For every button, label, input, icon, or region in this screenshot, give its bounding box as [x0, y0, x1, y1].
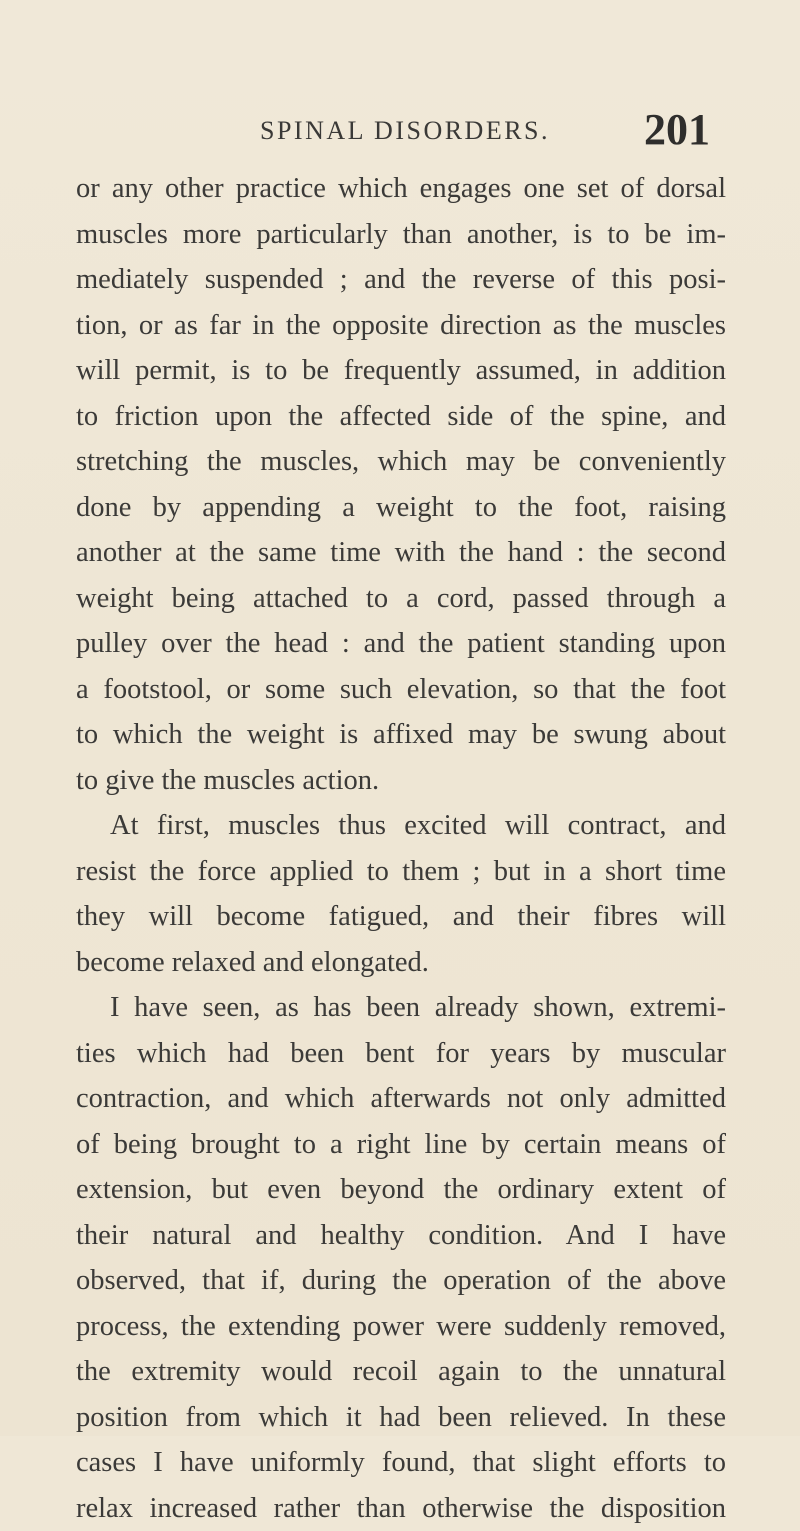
text-line: to give the muscles action. — [76, 758, 726, 804]
text-line: a footstool, or some such elevation, so that the foot — [76, 667, 726, 713]
text-line: I have seen, as has been already shown, extremi- — [76, 985, 726, 1031]
text-line: At first, muscles thus excited will contract, and — [76, 803, 726, 849]
text-line: observed, that if, during the operation of the above — [76, 1258, 726, 1304]
text-line: become relaxed and elongated. — [76, 940, 726, 986]
text-line: their natural and healthy condition. And I have — [76, 1213, 726, 1259]
text-line: resist the force applied to them ; but in a short time — [76, 849, 726, 895]
text-line: position from which it had been relieved. In these — [76, 1395, 726, 1441]
text-line: they will become fatigued, and their fibres will — [76, 894, 726, 940]
page-number: 201 — [644, 104, 710, 155]
running-head: SPINAL DISORDERS. — [260, 116, 550, 146]
text-line: stretching the muscles, which may be conveniently — [76, 439, 726, 485]
text-line: mediately suspended ; and the reverse of this posi- — [76, 257, 726, 303]
text-line: tion, or as far in the opposite direction as the muscles — [76, 303, 726, 349]
text-line: ties which had been bent for years by muscular — [76, 1031, 726, 1077]
text-line: the extremity would recoil again to the unnatural — [76, 1349, 726, 1395]
text-line: weight being attached to a cord, passed through a — [76, 576, 726, 622]
text-line: or any other practice which engages one set of dorsal — [76, 166, 726, 212]
text-line: another at the same time with the hand : the second — [76, 530, 726, 576]
text-line: relax increased rather than otherwise the disposition — [76, 1486, 726, 1531]
text-line: process, the extending power were suddenly removed, — [76, 1304, 726, 1350]
text-line: done by appending a weight to the foot, raising — [76, 485, 726, 531]
page-header — [0, 104, 800, 156]
text-line: to friction upon the affected side of the spine, and — [76, 394, 726, 440]
text-line: contraction, and which afterwards not only admitted — [76, 1076, 726, 1122]
text-line: will permit, is to be frequently assumed, in addition — [76, 348, 726, 394]
text-line: to which the weight is affixed may be swung about — [76, 712, 726, 758]
text-line: pulley over the head : and the patient standing upon — [76, 621, 726, 667]
text-line: extension, but even beyond the ordinary extent of — [76, 1167, 726, 1213]
body-text — [76, 166, 726, 1531]
text-line: of being brought to a right line by certain means of — [76, 1122, 726, 1168]
text-line: cases I have uniformly found, that slight efforts to — [76, 1440, 726, 1486]
text-line: muscles more particularly than another, is to be im- — [76, 212, 726, 258]
